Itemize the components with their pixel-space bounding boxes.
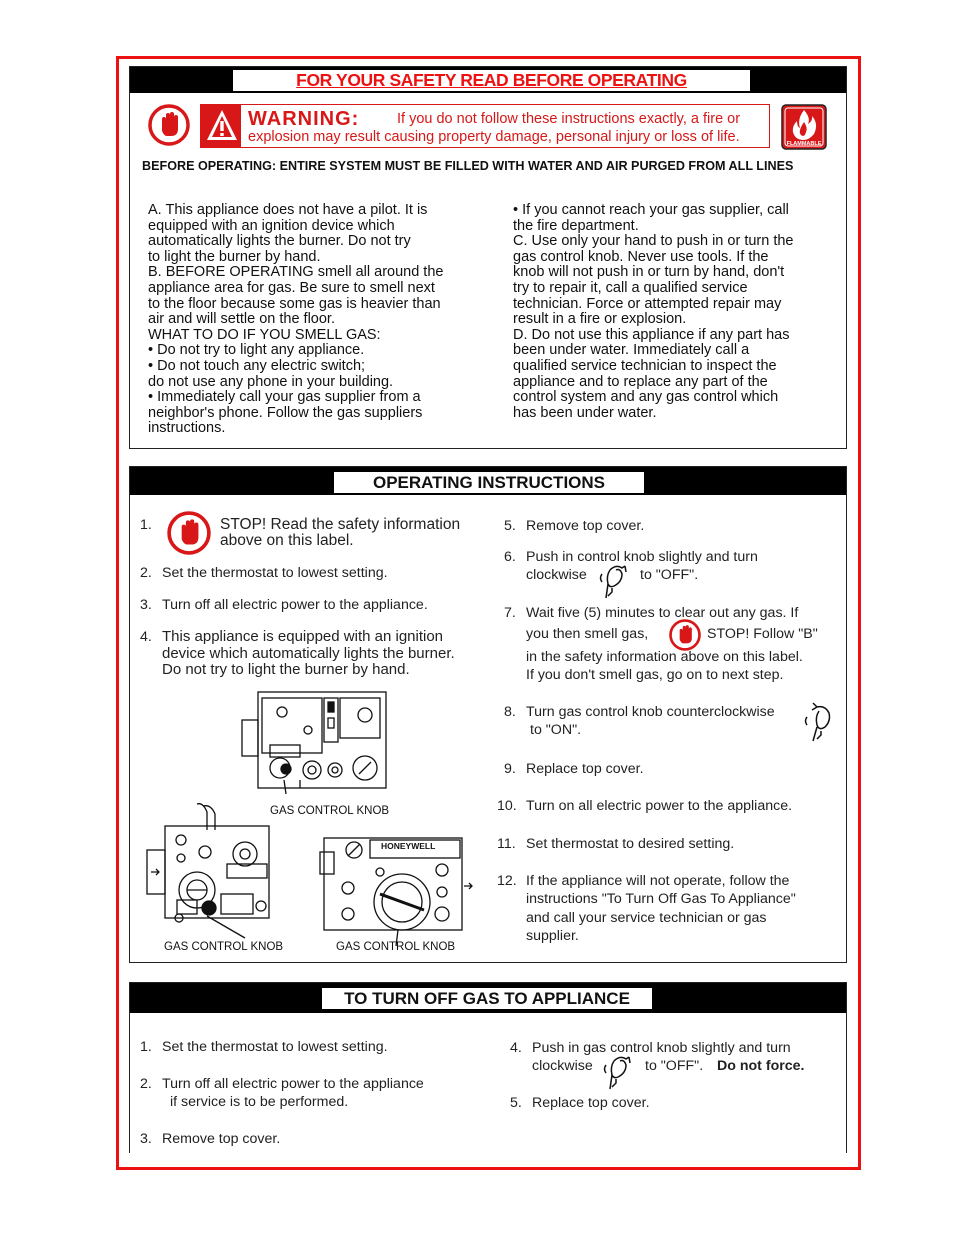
warning-triangle-icon bbox=[206, 108, 238, 142]
off-step-1-number: 1. bbox=[140, 1039, 152, 1055]
knob-label-right: GAS CONTROL KNOB bbox=[336, 941, 456, 953]
warning-line-2: explosion may result causing property damage, personal injury or loss of life. bbox=[248, 129, 740, 145]
op-step-4-line-3: Do not try to light the burner by hand. bbox=[162, 661, 410, 678]
off-step-2-line-1: Turn off all electric power to the appliance bbox=[162, 1076, 424, 1092]
safety-text-line: automatically lights the burner. Do not try bbox=[148, 233, 411, 250]
safety-text-line: neighbor's phone. Follow the gas suppliers bbox=[148, 404, 423, 421]
safety-text-line: instructions. bbox=[148, 420, 226, 437]
gas-valve-diagram-right bbox=[318, 836, 478, 938]
off-step-3-text: Remove top cover. bbox=[162, 1131, 281, 1147]
op-step-12-line-1: If the appliance will not operate, follow the bbox=[526, 873, 790, 889]
op-step-12-line-4: supplier. bbox=[526, 928, 579, 944]
gas-valve-diagram-left bbox=[145, 802, 280, 932]
op-step-11-text: Set thermostat to desired setting. bbox=[526, 836, 735, 852]
op-step-1-line-2: above on this label. bbox=[220, 532, 354, 549]
op-step-6-number: 6. bbox=[504, 549, 516, 565]
op-step-5-text: Remove top cover. bbox=[526, 518, 645, 534]
safety-text-line: knob will not push in or turn by hand, don't bbox=[513, 264, 785, 281]
op-step-9-text: Replace top cover. bbox=[526, 761, 644, 777]
safety-text-line: technician. Force or attempted repair may bbox=[513, 295, 782, 312]
op-step-12-number: 12. bbox=[497, 873, 517, 889]
safety-text-line: control system and any gas control which bbox=[513, 389, 779, 406]
op-step-1-line-1: STOP! Read the safety information bbox=[220, 516, 461, 533]
safety-text-line: • Do not touch any electric switch; bbox=[148, 358, 366, 374]
knob-label-left: GAS CONTROL KNOB bbox=[164, 941, 284, 953]
safety-text-line: result in a fire or explosion. bbox=[513, 311, 687, 328]
off-step-5-number: 5. bbox=[510, 1095, 522, 1111]
operating-title: OPERATING INSTRUCTIONS bbox=[333, 471, 645, 494]
op-step-7-line-1: Wait five (5) minutes to clear out any gas. If bbox=[526, 605, 799, 621]
turnoff-title: TO TURN OFF GAS TO APPLIANCE bbox=[321, 987, 653, 1010]
safety-text-line: qualified service technician to inspect the bbox=[513, 358, 777, 374]
op-step-8-line-2: to "ON". bbox=[530, 722, 582, 738]
gas-valve-diagram-top bbox=[240, 690, 390, 800]
warning-word: WARNING: bbox=[248, 108, 360, 130]
op-step-6-line-2b: to "OFF". bbox=[640, 567, 699, 583]
safety-title: FOR YOUR SAFETY READ BEFORE OPERATING bbox=[232, 69, 751, 92]
before-operating-note: BEFORE OPERATING: ENTIRE SYSTEM MUST BE FILLED WITH WATER AND AIR PURGED FROM ALL LINES bbox=[142, 159, 794, 173]
op-step-10-text: Turn on all electric power to the appliance. bbox=[526, 798, 793, 814]
op-step-2-number: 2. bbox=[140, 565, 152, 581]
off-step-4-bold: Do not force. bbox=[717, 1058, 805, 1074]
safety-text-line: to light the burner by hand. bbox=[148, 248, 321, 265]
op-step-7-line-4: If you don't smell gas, go on to next step. bbox=[526, 667, 784, 683]
op-step-6-line-1: Push in control knob slightly and turn bbox=[526, 549, 758, 565]
clockwise-knob-icon bbox=[598, 562, 632, 602]
op-step-9-number: 9. bbox=[504, 761, 516, 777]
safety-text-line: A. This appliance does not have a pilot. It is bbox=[148, 202, 428, 218]
safety-text-line: WHAT TO DO IF YOU SMELL GAS: bbox=[148, 326, 381, 343]
op-step-10-number: 10. bbox=[497, 798, 517, 814]
safety-text-line: C. Use only your hand to push in or turn the bbox=[513, 233, 794, 250]
op-step-12-line-2: instructions "To Turn Off Gas To Appliance" bbox=[526, 891, 796, 907]
off-step-4-line-2b: to "OFF". bbox=[645, 1058, 704, 1074]
warning-line-1: If you do not follow these instructions exactly, a fire or bbox=[397, 111, 741, 127]
flammable-label: FLAMMABLE bbox=[786, 141, 822, 147]
off-step-4-number: 4. bbox=[510, 1040, 522, 1056]
op-step-4-number: 4. bbox=[140, 629, 152, 645]
safety-text-line: air and will settle on the floor. bbox=[148, 311, 335, 328]
safety-text-line: • Immediately call your gas supplier from a bbox=[148, 389, 421, 406]
op-step-7-line-2a: you then smell gas, bbox=[526, 626, 649, 642]
off-step-2-line-2: if service is to be performed. bbox=[170, 1094, 349, 1110]
op-step-12-line-3: and call your service technician or gas bbox=[526, 910, 767, 926]
safety-text-line: do not use any phone in your building. bbox=[148, 373, 394, 390]
safety-text-line: try to repair it, call a qualified service bbox=[513, 280, 748, 296]
op-step-5-number: 5. bbox=[504, 518, 516, 534]
off-step-3-number: 3. bbox=[140, 1131, 152, 1147]
op-step-7-line-3: in the safety information above on this label. bbox=[526, 649, 803, 665]
safety-text-line: has been under water. bbox=[513, 404, 657, 421]
op-step-3-number: 3. bbox=[140, 597, 152, 613]
safety-text-line: gas control knob. Never use tools. If the bbox=[513, 248, 769, 265]
safety-text-line: equipped with an ignition device which bbox=[148, 217, 395, 234]
safety-text-line: been under water. Immediately call a bbox=[513, 342, 750, 359]
op-step-4-line-2: device which automatically lights the burner. bbox=[162, 645, 455, 662]
op-step-11-number: 11. bbox=[497, 836, 516, 852]
safety-text-line: the fire department. bbox=[513, 217, 639, 234]
op-step-7-line-2b: STOP! Follow "B" bbox=[707, 626, 818, 642]
knob-label-top: GAS CONTROL KNOB bbox=[270, 805, 390, 817]
op-step-1-number: 1. bbox=[140, 517, 152, 533]
stop-hand-icon bbox=[148, 104, 190, 146]
safety-text-line: to the floor because some gas is heavier than bbox=[148, 295, 441, 312]
op-step-3-text: Turn off all electric power to the appliance. bbox=[162, 597, 428, 613]
off-step-2-number: 2. bbox=[140, 1076, 152, 1092]
op-step-7-number: 7. bbox=[504, 605, 516, 621]
counterclockwise-knob-icon bbox=[803, 701, 837, 743]
off-step-4-line-2a: clockwise bbox=[532, 1058, 593, 1074]
op-step-4-line-1: This appliance is equipped with an ignition bbox=[162, 628, 444, 645]
stop-hand-icon bbox=[167, 511, 211, 555]
safety-text-line: • If you cannot reach your gas supplier, call bbox=[513, 202, 789, 218]
off-step-5-text: Replace top cover. bbox=[532, 1095, 650, 1111]
safety-text-line: D. Do not use this appliance if any part has bbox=[513, 326, 790, 343]
op-step-8-line-1: Turn gas control knob counterclockwise bbox=[526, 704, 775, 720]
op-step-8-number: 8. bbox=[504, 704, 516, 720]
safety-text-line: B. BEFORE OPERATING smell all around the bbox=[148, 264, 444, 281]
off-step-1-text: Set the thermostat to lowest setting. bbox=[162, 1039, 388, 1055]
safety-text-line: appliance and to replace any part of the bbox=[513, 373, 768, 390]
clockwise-knob-icon bbox=[602, 1053, 636, 1093]
off-step-4-line-1: Push in gas control knob slightly and turn bbox=[532, 1040, 791, 1056]
safety-text-line: appliance area for gas. Be sure to smell next bbox=[148, 280, 435, 296]
safety-text-line: • Do not try to light any appliance. bbox=[148, 342, 365, 359]
stop-hand-icon bbox=[669, 619, 701, 651]
honeywell-label: HONEYWELL bbox=[381, 841, 436, 851]
op-step-6-line-2a: clockwise bbox=[526, 567, 587, 583]
op-step-2-text: Set the thermostat to lowest setting. bbox=[162, 565, 388, 581]
